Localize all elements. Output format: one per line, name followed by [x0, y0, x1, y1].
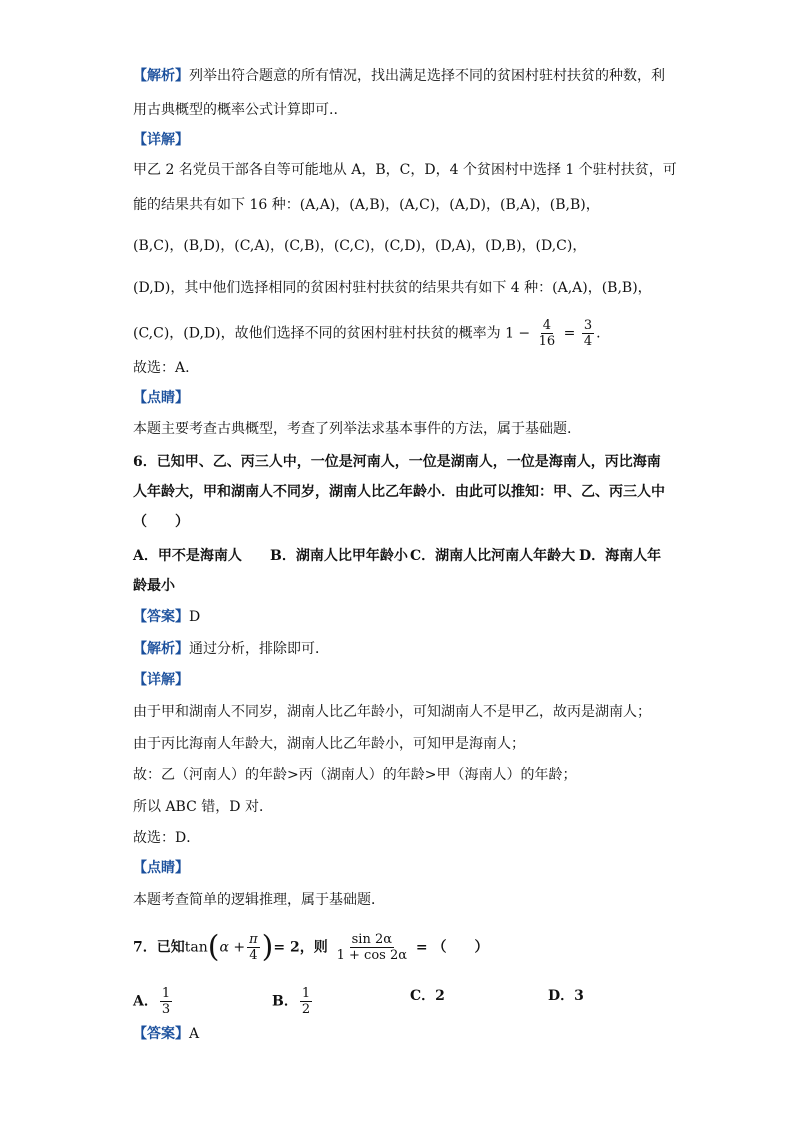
q6-detail-line3: 故：乙（河南人）的年龄>丙（湖南人）的年龄>甲（海南人）的年龄；: [133, 767, 577, 783]
q5-comment: 本题主要考查古典概型，考查了列举法求基本事件的方法，属于基础题.: [133, 421, 572, 437]
q7-option-c: C．2: [410, 988, 445, 1004]
q5-comment-tag: 【点睛】: [133, 390, 189, 406]
q5-analysis-line2: 用古典概型的概率公式计算即可..: [133, 102, 338, 118]
fraction-1-2: $\frac{1}{2}$: [301, 986, 311, 1017]
q7-option-a: A． $\frac{1}{3}$: [133, 986, 171, 1017]
q6-detail-line4: 所以 ABC 错，D 对．: [133, 799, 273, 815]
q6-detail-line2: 由于丙比海南人年龄大，湖南人比乙年龄小，可知甲是海南人；: [133, 736, 525, 752]
q5-detail-line3: (B,C)，(B,D)，(C,A)，(C,B)，(C,C)，(C,D)，(D,A)，(D,B)，(D,C)，: [133, 238, 587, 254]
q6-stem-line1: 6．已知甲、乙、丙三人中，一位是河南人，一位是湖南人，一位是海南人，丙比海南: [133, 454, 661, 470]
fraction-pi-4: $\frac{\pi}{4}$: [249, 932, 258, 963]
answer-value: D: [189, 609, 201, 625]
q6-detail-line1: 由于甲和湖南人不同岁，湖南人比乙年龄小，可知湖南人不是甲乙，故丙是湖南人；: [133, 704, 651, 720]
q7-stem: 7．已知tan(α + $\frac{\pi}{4}$ )= 2，则 $\frac{\sin 2\alpha}{1 + \cos 2\alpha}$ = （ ）: [133, 929, 489, 965]
q6-comment-tag: 【点睛】: [133, 860, 189, 876]
fraction-1-3: $\frac{1}{3}$: [161, 986, 171, 1017]
q6-option-b: B．湖南人比甲年龄小: [270, 548, 408, 564]
q5-detail-line2: 能的结果共有如下 16 种：(A,A)，(A,B)，(A,C)，(A,D)，(B,A)，(B,B)，: [133, 197, 600, 213]
analysis-text: 通过分析，排除即可．: [189, 641, 329, 657]
q5-choose: 故选：A.: [133, 360, 190, 376]
q5-detail-line1: 甲乙 2 名党员干部各自等可能地从 A，B，C，D，4 个贫困村中选择 1 个驻村扶贫，可: [133, 162, 677, 178]
answer-tag: 【答案】: [133, 1026, 189, 1042]
answer-value: A: [189, 1026, 200, 1042]
fraction-3-4: $\frac{3}{4}$: [583, 318, 593, 349]
q6-answer: [133, 607, 200, 627]
q6-stem-line3: （ ）: [133, 514, 189, 530]
q6-detail-tag: 【详解】: [133, 672, 189, 688]
right-paren: ): [261, 929, 274, 965]
fraction-4-16: $\frac{4}{16}$: [538, 318, 556, 349]
q7-option-b: B． $\frac{1}{2}$: [272, 986, 311, 1017]
analysis-tag: 【解析】: [133, 641, 189, 657]
q7-option-d: D．3: [548, 988, 584, 1004]
analysis-tag: 【解析】: [133, 68, 189, 84]
analysis-text: 列举出符合题意的所有情况，找出满足选择不同的贫困村驻村扶贫的种数，利: [189, 68, 665, 84]
q6-option-d: D．海南人年: [579, 548, 662, 564]
q5-analysis-line1: [133, 66, 665, 86]
q6-option-c: C．湖南人比河南人年龄大: [410, 548, 576, 564]
q6-option-a: A．甲不是海南人: [133, 548, 242, 564]
q6-option-d-cont: 龄最小: [133, 578, 175, 594]
probability-text: (C,C)，(D,D)，故他们选择不同的贫困村驻村扶贫的概率为 1 −: [133, 325, 531, 342]
q6-analysis: [133, 639, 329, 659]
answer-tag: 【答案】: [133, 609, 189, 625]
q5-detail-tag: 【详解】: [133, 132, 189, 148]
q7-answer: [133, 1024, 199, 1044]
fraction-sin-over-cos: $\frac{\sin 2\alpha}{1 + \cos 2\alpha}$: [336, 932, 407, 963]
q5-detail-line5: (C,C)，(D,D)，故他们选择不同的贫困村驻村扶贫的概率为 1 − $\frac{4}{16}$ = $\frac{3}{4}$ .: [133, 318, 601, 349]
left-paren: (: [207, 929, 220, 965]
q6-choose: 故选：D．: [133, 830, 201, 846]
q6-comment: 本题考查简单的逻辑推理，属于基础题．: [133, 892, 385, 908]
q5-detail-line4: (D,D)，其中他们选择相同的贫困村驻村扶贫的结果共有如下 4 种：(A,A)，(B,B)，: [133, 280, 652, 296]
q6-stem-line2: 人年龄大，甲和湖南人不同岁，湖南人比乙年龄小．由此可以推知：甲、乙、丙三人中: [133, 484, 665, 500]
